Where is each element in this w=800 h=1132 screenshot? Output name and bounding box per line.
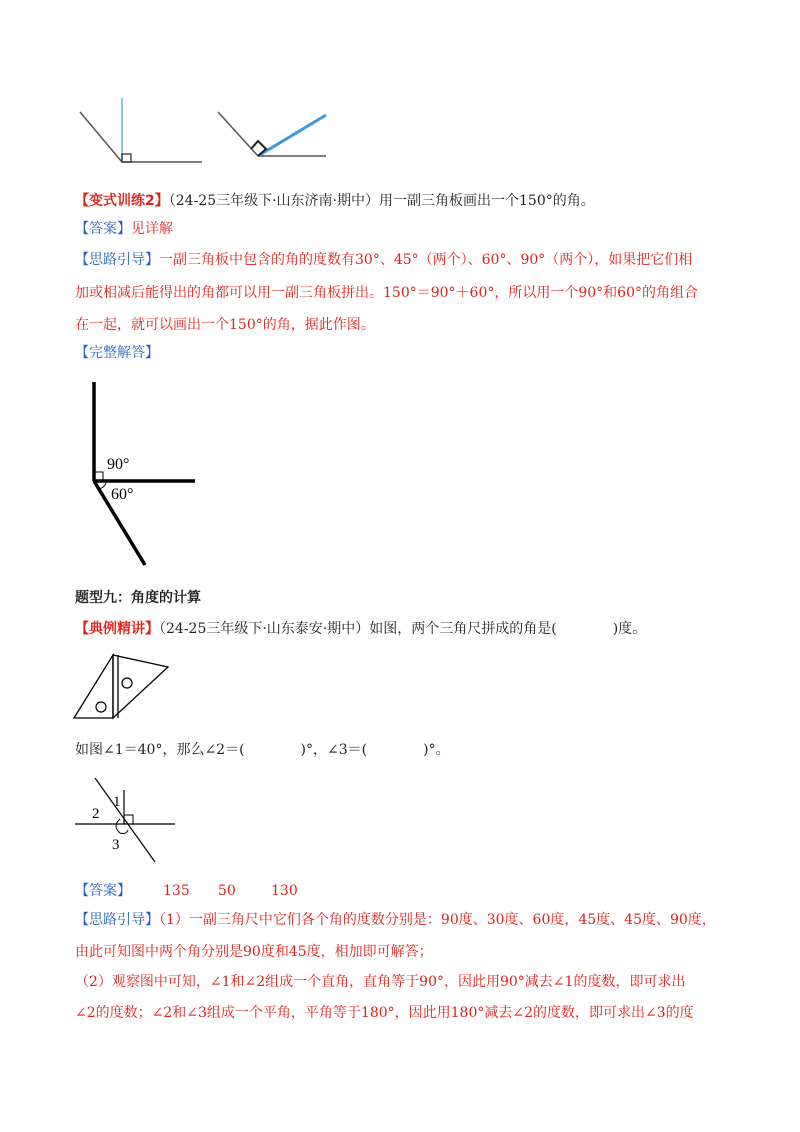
variant-training-tag: 【变式训练2】 <box>75 193 169 209</box>
answer2-tag: 【答案】 <box>75 883 131 899</box>
hint2-tag: 【思路引导】 <box>75 912 159 928</box>
label-1: 1 <box>113 794 121 810</box>
answer-value-1: 135 <box>163 883 190 899</box>
question-line: 如图∠1＝40°，那么∠2＝( )°，∠3＝( )°。 <box>75 742 450 758</box>
hint-text: 一副三角板中包含的角的度数有30°、45°（两个）、60°、90°（两个），如果把它们相 <box>159 252 693 268</box>
section-title: 题型九：角度的计算 <box>75 590 201 606</box>
answer-value-3: 130 <box>271 883 298 899</box>
label-3: 3 <box>112 837 120 853</box>
full-solution-tag: 【完整解答】 <box>75 345 159 361</box>
label-2: 2 <box>92 806 100 822</box>
hint-line-3: 在一起，就可以画出一个150°的角，据此作图。 <box>75 317 375 333</box>
label-90: 90° <box>107 456 130 473</box>
diagonal-line <box>95 778 155 862</box>
answer-text: 见详解 <box>131 221 173 237</box>
answer-tag: 【答案】 <box>75 221 131 237</box>
hint2-line-1 <box>75 910 716 930</box>
example-tag: 【典例精讲】 <box>75 621 159 637</box>
example-text: （24-25三年级下·山东泰安·期中）如图，两个三角尺拼成的角是( )度。 <box>159 621 647 637</box>
answer-value-2: 50 <box>218 883 236 899</box>
hint2-line-3: （2）观察图中可知，∠1和∠2组成一个直角，直角等于90°，因此用90°减去∠1的度数，即可求出 <box>75 974 686 990</box>
hint-line-2: 加或相减后能得出的角都可以用一副三角板拼出。150°＝90°＋60°，所以用一个90°和60°的角组合 <box>75 285 698 301</box>
hint2-line-2: 由此可知图中两个角分别是90度和45度，相加即可解答； <box>75 944 433 960</box>
hint2-text: （1）一副三角尺中它们各个角的度数分别是：90度、30度、60度，45度、45度、90度， <box>159 912 716 928</box>
hint2-line-4: ∠2的度数；∠2和∠3组成一个平角，平角等于180°，因此用180°减去∠2的度数，即可求出∠3的度 <box>75 1005 694 1021</box>
answer2-line <box>75 881 131 901</box>
label-60: 60° <box>111 486 134 503</box>
variant-training-text: （24-25三年级下·山东济南·期中）用一副三角板画出一个150°的角。 <box>168 193 595 209</box>
hint-tag: 【思路引导】 <box>75 252 159 268</box>
